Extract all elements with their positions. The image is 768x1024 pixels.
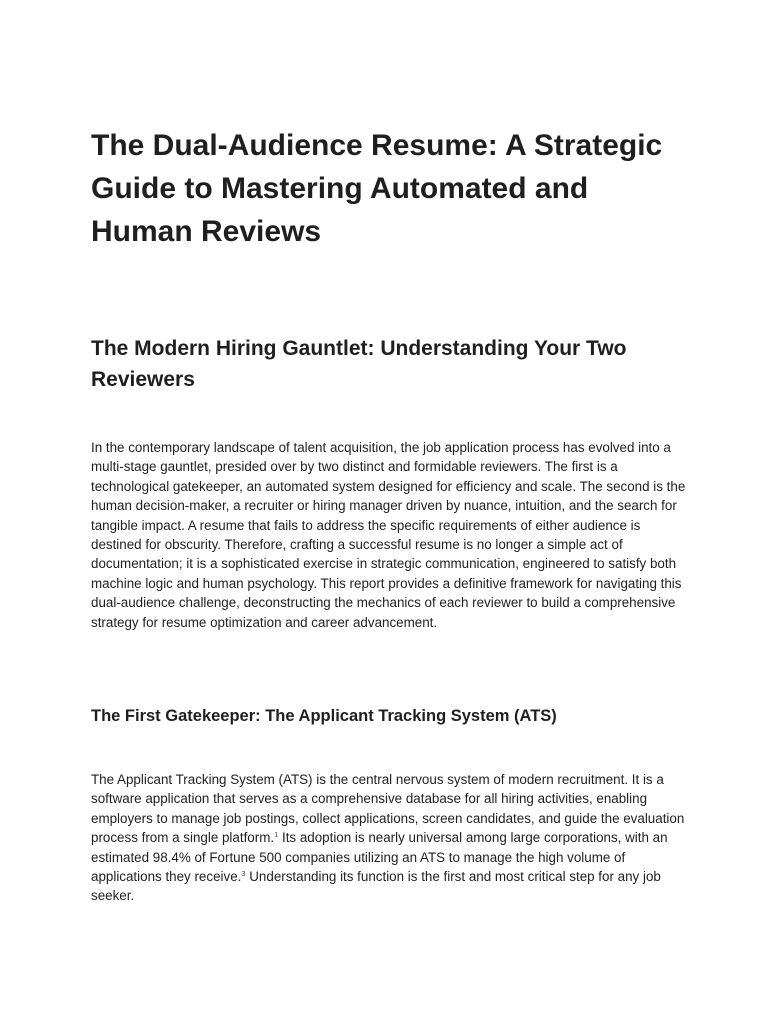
footnote-reference-3[interactable]: 3 <box>241 869 246 879</box>
ats-paragraph-text-1: The Applicant Tracking System (ATS) is the central nervous system of modern recruitment. It is a software application that serves as a comprehensive database for all hiring activities, enabling employers to manage job postings, collect applications, screen candidates, and guide the evaluation process from a single platform. <box>91 772 685 846</box>
section-heading: The Modern Hiring Gauntlet: Understanding Your Two Reviewers <box>91 337 627 391</box>
subsection-heading: The First Gatekeeper: The Applicant Tracking System (ATS) <box>91 707 557 725</box>
intro-paragraph: In the contemporary landscape of talent acquisition, the job application process has evolved into a multi-stage gauntlet, presided over by two distinct and formidable reviewers. The first is a technological gatekeeper, an automated system designed for efficiency and scale. The second is the human decision-maker, a recruiter or hiring manager driven by nuance, intuition, and the search for tangible impact. A resume that fails to address the specific requirements of either audience is destined for obscurity. Therefore, crafting a successful resume is no longer a simple act of documentation; it is a sophisticated exercise in strategic communication, engineered to satisfy both machine logic and human psychology. This report provides a definitive framework for navigating this dual-audience challenge, deconstructing the mechanics of each reviewer to build a comprehensive strategy for resume optimization and career advancement. <box>91 440 686 630</box>
footnote-reference-1[interactable]: 1 <box>274 830 279 840</box>
document-title: The Dual-Audience Resume: A Strategic Guide to Mastering Automated and Human Reviews <box>91 129 663 248</box>
ats-paragraph <box>91 770 691 906</box>
ats-paragraph-text-2: Its adoption is nearly universal among large corporations, with an estimated 98.4% of Fortune 500 companies utilizing an ATS to manage the high volume of applications they receive. <box>91 830 668 885</box>
ats-paragraph-text-3: Understanding its function is the first and most critical step for any job seeker. <box>91 869 661 904</box>
